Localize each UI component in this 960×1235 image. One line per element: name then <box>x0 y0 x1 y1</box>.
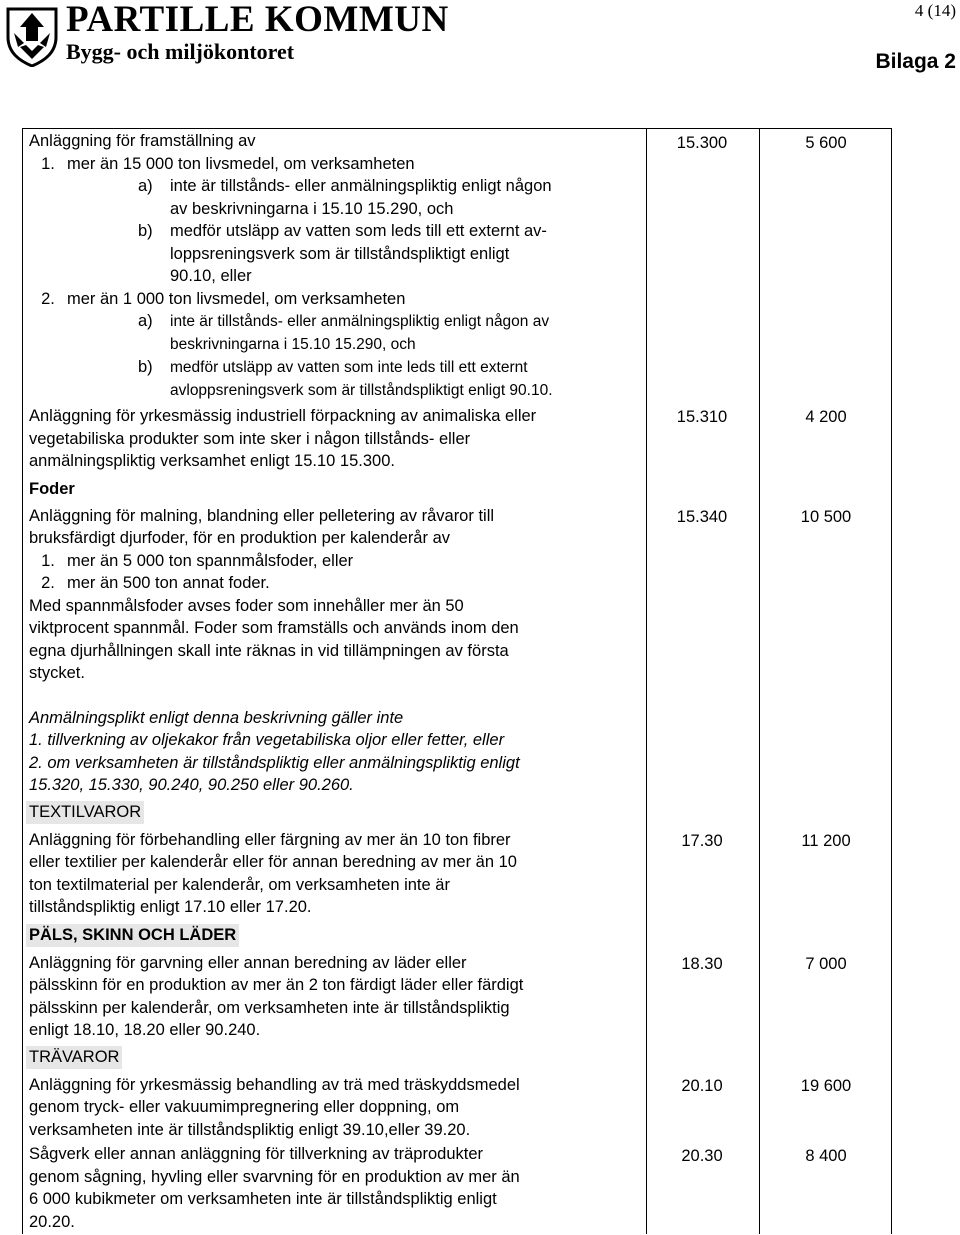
activity-code: 18.30 <box>681 955 723 973</box>
list-letter: a) <box>138 177 153 195</box>
list-item <box>29 288 649 311</box>
italic-note: 2. om verksamheten är tillståndspliktig eller anmälningspliktig enligt <box>29 753 520 772</box>
text-line: Anläggning för yrkesmässig behandling av trä med träskyddsmedel <box>29 1075 520 1094</box>
text-line: avloppsreningsverk som är tillståndspliktigt enligt 90.10. <box>170 381 553 399</box>
text-line: ton textilmaterial per kalenderår, om verksamheten inte är <box>29 875 450 894</box>
activity-code: 17.30 <box>681 832 723 850</box>
text-line: Anläggning för framställning av <box>29 132 256 150</box>
activity-code: 20.30 <box>681 1147 723 1165</box>
text-line: 20.20. <box>29 1212 75 1231</box>
table-left-border <box>22 128 23 1234</box>
table-right-border <box>891 128 892 1234</box>
fee-amount: 19 600 <box>800 1077 852 1095</box>
list-number: 2. <box>41 289 55 308</box>
text-line: egna djurhållningen skall inte räknas in vid tillämpningen av första <box>29 641 509 660</box>
list-number: 2. <box>41 574 55 592</box>
list-letter: b) <box>138 222 153 240</box>
fee-amount: 4 200 <box>805 408 847 426</box>
fee-amount: 7 000 <box>805 955 847 973</box>
fee-amount: 10 500 <box>800 508 852 526</box>
text-line: Anläggning för förbehandling eller färgning av mer än 10 ton fibrer <box>29 830 511 849</box>
text-line: 90.10, eller <box>170 267 252 285</box>
list-letter: b) <box>138 358 153 376</box>
text-line: loppsreningsverk som är tillståndspliktigt enligt <box>170 244 510 263</box>
activity-1830-description <box>29 924 649 1042</box>
text-line: bruksfärdigt djurfoder, för en produktion per kalenderår av <box>29 529 450 547</box>
text-line: eller textilier per kalenderår eller för annan beredning av mer än 10 <box>29 853 517 871</box>
list-item <box>29 175 649 198</box>
department-name: Bygg- och miljökontoret <box>66 39 295 64</box>
text-line: genom sågning, hyvling eller svarvning för en produktion av mer än <box>29 1167 520 1186</box>
list-item <box>29 220 649 243</box>
list-item <box>29 310 649 334</box>
list-letter: a) <box>138 312 153 330</box>
text-line: Anläggning för yrkesmässig industriell förpackning av animaliska eller <box>29 407 537 425</box>
activity-15310-description <box>29 405 649 473</box>
activity-code: 15.300 <box>676 134 728 152</box>
text-line: enligt 18.10, 18.20 eller 90.240. <box>29 1021 261 1039</box>
text-line: pälsskinn för en produktion av mer än 2 ton färdigt läder eller färdigt <box>29 976 524 994</box>
list-text: inte är tillstånds- eller anmälningspliktig enligt någon av <box>170 313 550 330</box>
coat-of-arms-logo <box>4 3 60 67</box>
section-heading: Foder <box>29 480 75 498</box>
list-text: medför utsläpp av vatten som inte leds till ett externt <box>170 359 528 376</box>
activity-2030-description <box>29 1143 649 1233</box>
list-number: 1. <box>41 154 55 173</box>
text-line: vegetabiliska produkter som inte sker i någon tillstånds- eller <box>29 429 471 448</box>
page-header <box>0 0 960 110</box>
activity-1730-description <box>29 801 649 919</box>
text-line: tillståndspliktig enligt 17.10 eller 17.20. <box>29 898 312 916</box>
text-line: beskrivningarna i 15.10 15.290, och <box>170 335 416 353</box>
list-text: inte är tillstånds- eller anmälningspliktig enligt någon <box>170 177 552 195</box>
text-line: pälsskinn per kalenderår, om verksamheten inte är tillståndspliktig <box>29 998 510 1017</box>
fee-amount: 8 400 <box>805 1147 847 1165</box>
italic-note: 1. tillverkning av oljekakor från vegetabiliska oljor eller fetter, eller <box>29 731 505 749</box>
list-item <box>29 356 649 380</box>
activity-2010-description <box>29 1046 649 1141</box>
activity-code: 15.310 <box>676 408 728 426</box>
text-line: viktprocent spannmål. Foder som framställs och används inom den <box>29 619 519 637</box>
fee-amount: 5 600 <box>805 134 847 152</box>
text-line: anmälningspliktig verksamhet enligt 15.10 15.300. <box>29 452 395 470</box>
list-text: mer än 500 ton annat foder. <box>67 574 270 592</box>
activity-code: 20.10 <box>681 1077 723 1095</box>
list-item <box>29 153 649 176</box>
text-line: 6 000 kubikmeter om verksamheten inte är tillståndspliktig enligt <box>29 1190 497 1208</box>
activity-15300-description <box>29 130 649 402</box>
italic-note: Anmälningsplikt enligt denna beskrivning gäller inte <box>29 708 404 727</box>
activity-15340-description <box>29 478 649 797</box>
activity-code: 15.340 <box>676 508 728 526</box>
page-number: 4 (14) <box>914 1 956 20</box>
fee-amount: 11 200 <box>801 832 851 850</box>
fee-table <box>22 128 892 1234</box>
section-heading: TRÄVAROR <box>26 1046 122 1069</box>
table-top-border <box>22 128 892 129</box>
text-line: Anläggning för garvning eller annan beredning av läder eller <box>29 953 467 972</box>
text-line: genom tryck- eller vakuumimpregnering eller doppning, om <box>29 1098 460 1116</box>
text-line: Med spannmålsfoder avses foder som innehåller mer än 50 <box>29 596 464 615</box>
text-line: Sågverk eller annan anläggning för tillverkning av träprodukter <box>29 1145 484 1163</box>
list-text: mer än 15 000 ton livsmedel, om verksamheten <box>67 154 415 173</box>
appendix-label: Bilaga 2 <box>875 50 956 73</box>
list-text: medför utsläpp av vatten som leds till ett externt av- <box>170 222 547 240</box>
table-divider-code <box>759 128 760 1234</box>
text-line: av beskrivningarna i 15.10 15.290, och <box>170 199 454 218</box>
section-heading: PÄLS, SKINN OCH LÄDER <box>26 924 239 947</box>
text-line: verksamheten inte är tillståndspliktig enligt 39.10,eller 39.20. <box>29 1120 471 1139</box>
list-text: mer än 1 000 ton livsmedel, om verksamheten <box>67 289 406 308</box>
list-item <box>29 572 649 595</box>
list-number: 1. <box>41 551 55 570</box>
text-line: Anläggning för malning, blandning eller pelletering av råvaror till <box>29 506 495 525</box>
list-text: mer än 5 000 ton spannmålsfoder, eller <box>67 551 354 570</box>
organization-name: PARTILLE KOMMUN <box>66 0 449 40</box>
section-heading: TEXTILVAROR <box>26 801 144 824</box>
text-line: stycket. <box>29 664 85 682</box>
italic-note: 15.320, 15.330, 90.240, 90.250 eller 90.260. <box>29 776 354 794</box>
list-item <box>29 550 649 573</box>
